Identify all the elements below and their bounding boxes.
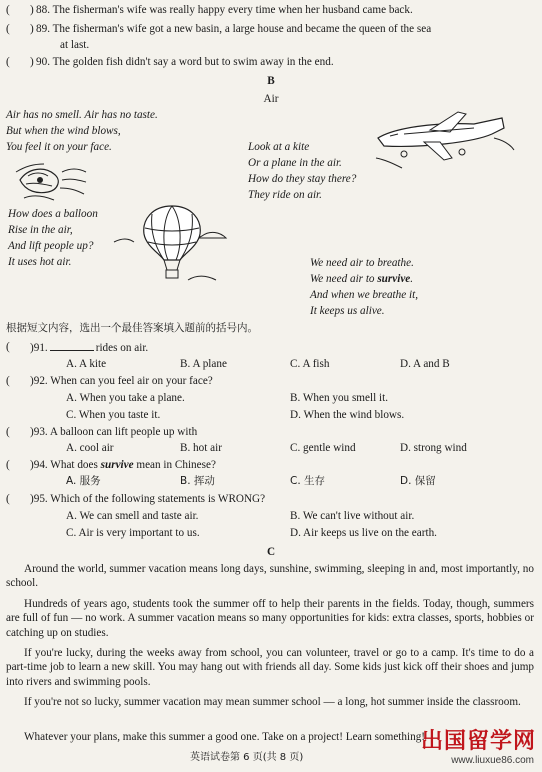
instruction-text: 根据短文内容，选出一个最佳答案填入题前的括号内。 xyxy=(6,322,258,334)
q94-paren: ( xyxy=(6,459,10,471)
q95-paren: ( xyxy=(6,493,10,505)
q94-option-c: C. 生存 xyxy=(290,475,326,487)
poem-line: It keeps us alive. xyxy=(310,305,385,317)
poem-line: Or a plane in the air. xyxy=(248,157,342,169)
passage-c-paragraph-2: Hundreds of years ago, students took the summer off to help their parents in the fields. Today, though, summers are full of fun — no work. A summer vacation means so many opportunities for kids: extra classes, sports, hobbies or catching up on studies. xyxy=(6,598,534,639)
poem-text: . xyxy=(410,273,414,285)
poem-line: It uses hot air. xyxy=(8,256,72,268)
poem-stanza-2 xyxy=(248,139,356,203)
q92-option-d: D. When the wind blows. xyxy=(290,409,405,421)
poem-text: We need air to xyxy=(310,273,378,285)
poem-line: And when we breathe it, xyxy=(310,289,419,301)
q93-option-b: B. hot air xyxy=(180,442,222,454)
q91-number: )91. xyxy=(30,342,48,354)
wind-face-illustration xyxy=(14,158,88,202)
q93-option-a: A. cool air xyxy=(66,442,114,454)
site-watermark xyxy=(386,728,536,768)
passage-c-paragraph-3: If you're lucky, during the weeks away from school, you can volunteer, travel or go to a camp. It's time to do a part-time job to learn a new skill. You may hang out with friends all day. Some kids just kick off their shoes and jump into rivers and swimming pools. xyxy=(6,647,534,688)
passage-c-paragraph-4: If you're not so lucky, summer vacation may mean summer school — a long, hot summer inside the classroom. xyxy=(24,696,521,708)
q95-option-c: C. Air is very important to us. xyxy=(66,527,200,539)
q88-text: 88. The fisherman's wife was really happy every time when her husband came back. xyxy=(36,4,413,16)
q95-option-b: B. We can't live without air. xyxy=(290,510,415,522)
poem-line: Look at a kite xyxy=(248,141,310,153)
poem-line: And lift people up? xyxy=(8,240,94,252)
watermark-site-name: 出国留学网 xyxy=(420,729,536,754)
q94-option-a: A. 服务 xyxy=(66,475,101,487)
q92-option-b: B. When you smell it. xyxy=(290,392,388,404)
q93-paren: ( xyxy=(6,426,10,438)
q90-paren: ( xyxy=(6,56,10,68)
section-c-letter: C xyxy=(266,546,276,558)
q93-option-c: C. gentle wind xyxy=(290,442,356,454)
q91-paren: ( xyxy=(6,341,10,353)
q92-option-a: A. When you take a plane. xyxy=(66,392,185,404)
poem-line: How do they stay there? xyxy=(248,173,357,185)
q91-stem xyxy=(30,340,148,355)
poem-stanza-1 xyxy=(6,107,158,155)
q91-option-d: D. A and B xyxy=(400,358,450,370)
poem-stanza-3 xyxy=(8,206,98,270)
q94-stem xyxy=(30,458,216,472)
page-footer: 英语试卷第 6 页(共 8 页) xyxy=(190,752,304,763)
poem-line: Rise in the air, xyxy=(8,224,73,236)
poem-line: They ride on air. xyxy=(248,189,322,201)
q92-paren: ( xyxy=(6,375,10,387)
q90-text: 90. The golden fish didn't say a word but to swim away in the end. xyxy=(36,56,334,68)
q95-option-a: A. We can smell and taste air. xyxy=(66,510,199,522)
q88-close: ) xyxy=(30,4,34,16)
poem-line: We need air to breathe. xyxy=(310,257,414,269)
q93-option-d: D. strong wind xyxy=(400,442,467,454)
passage-c-paragraph-1: Around the world, summer vacation means long days, sunshine, swimming, sleeping in and, most importantly, no school. xyxy=(6,563,534,590)
q91-option-c: C. A fish xyxy=(290,358,330,370)
poem-line: You feel it on your face. xyxy=(6,141,112,153)
q94-option-d: D. 保留 xyxy=(400,475,436,487)
q95-option-d: D. Air keeps us live on the earth. xyxy=(290,527,437,539)
q91-text: rides on air. xyxy=(95,342,149,354)
q92-stem: )92. When can you feel air on your face? xyxy=(30,375,213,387)
section-b-title: Air xyxy=(263,93,279,105)
poem-line: But when the wind blows, xyxy=(6,125,121,137)
q91-option-a: A. A kite xyxy=(66,358,107,370)
section-b-letter: B xyxy=(267,75,275,87)
q93-stem: )93. A balloon can lift people up with xyxy=(30,426,198,438)
q95-stem: )95. Which of the following statements is WRONG? xyxy=(30,493,266,505)
q92-option-c: C. When you taste it. xyxy=(66,409,161,421)
q94-text: mean in Chinese? xyxy=(133,459,216,471)
q94-keyword: survive xyxy=(100,459,134,471)
airplane-illustration xyxy=(374,108,518,170)
q91-blank xyxy=(50,340,94,351)
q88-paren: ( xyxy=(6,4,10,16)
q90-close: ) xyxy=(30,56,34,68)
poem-line: How does a balloon xyxy=(8,208,98,220)
q94-text: )94. What does xyxy=(30,459,101,471)
q89-close: ) xyxy=(30,23,34,35)
poem-line: Air has no smell. Air has no taste. xyxy=(6,109,158,121)
q91-option-b: B. A plane xyxy=(180,358,227,370)
q89-paren: ( xyxy=(6,23,10,35)
poem-line xyxy=(310,271,418,287)
q94-option-b: B. 挥动 xyxy=(180,475,215,487)
watermark-site-url: www.liuxue86.com xyxy=(451,755,534,766)
hot-air-balloon-illustration xyxy=(112,202,228,284)
q89-text: 89. The fisherman's wife got a new basin, a large house and became the queen of the sea xyxy=(36,23,432,35)
poem-keyword-survive: survive xyxy=(377,273,411,285)
passage-c-paragraph-5: Whatever your plans, make this summer a good one. Take on a project! Learn something! xyxy=(24,731,426,743)
q89-text-cont: at last. xyxy=(60,39,90,51)
poem-stanza-4 xyxy=(310,255,418,319)
